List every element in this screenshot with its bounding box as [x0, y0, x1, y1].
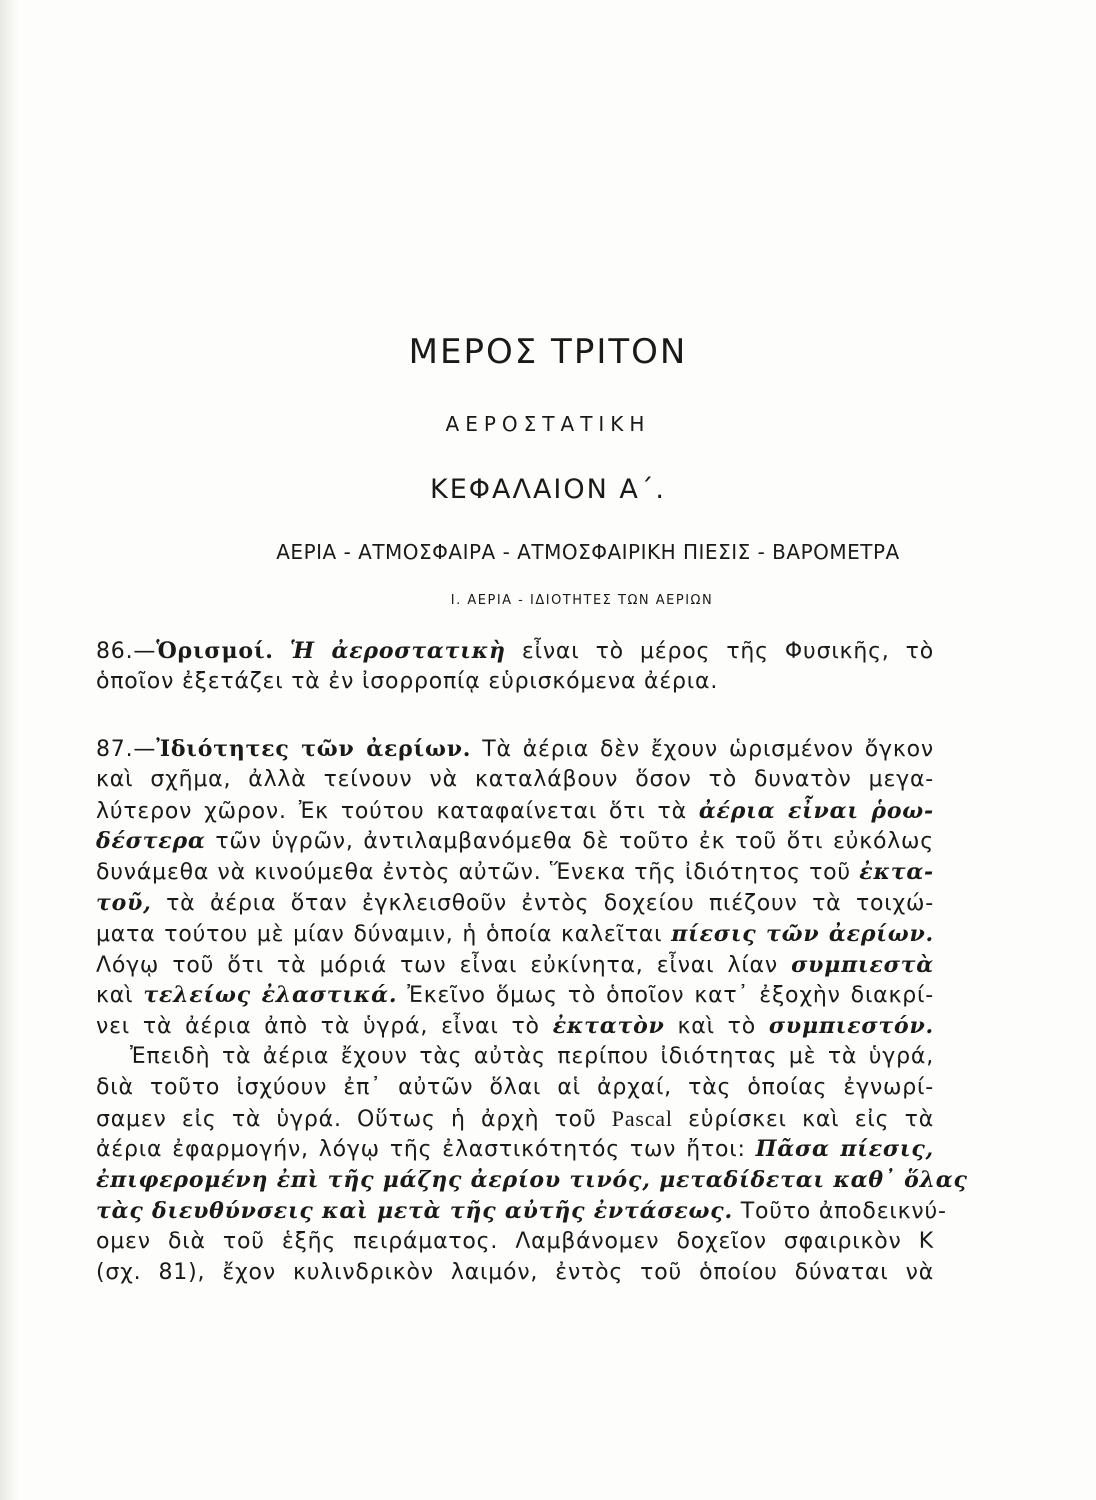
paragraph-heading: Ὁρισμοί. — [156, 638, 274, 664]
section-title: ΑΕΡΟΣΤΑΤΙΚΗ — [445, 412, 651, 436]
paragraph-87 — [96, 734, 968, 1288]
text-line: 86.—Ὁρισμοί. Ἡ ἀεροστατικὴ εἶναι τὸ μέρος τῆς Φυσικῆς, τὸ — [96, 638, 934, 664]
paragraph-86 — [96, 636, 934, 698]
text-line: δυνάμεθα νὰ κινούμεθα ἐντὸς αὐτῶν. Ἕνεκα τῆς ἰδιότητος τοῦ ἐκτα- — [96, 859, 934, 886]
text-line: σαμεν εἰς τὰ ὑγρά. Οὕτως ἡ ἀρχὴ τοῦ Pascal εὑρίσκει καὶ εἰς τὰ — [96, 1105, 934, 1132]
text-line: καὶ τελείως ἐλαστικά. Ἐκεῖνο ὅμως τὸ ὁποῖον κατ᾿ ἐξοχὴν διακρί- — [96, 982, 935, 1009]
text-line: ομεν διὰ τοῦ ἑξῆς πειράματος. Λαμβάνομεν δοχεῖον σφαιρικὸν Κ — [96, 1228, 934, 1254]
text-line: ματα τούτου μὲ μίαν δύναμιν, ἡ ὁποία καλεῖται πίεσις τῶν ἀερίων. — [96, 920, 934, 947]
chapter-subtitle: ΑΕΡΙΑ - ΑΤΜΟΣΦΑΙΡΑ - ΑΤΜΟΣΦΑΙΡΙΚΗ ΠΙΕΣΙΣ - ΒΑΡΟΜΕΤΡΑ — [276, 540, 900, 564]
text-line: δέστερα τῶν ὑγρῶν, ἀντιλαμβανόμεθα δὲ τοῦτο ἐκ τοῦ ὅτι εὐκόλως — [96, 828, 934, 855]
text-line: 87.—Ἰδιότητες τῶν ἀερίων. Τὰ ἀέρια δὲν ἔχουν ὡρισμένον ὄγκον — [96, 736, 934, 762]
text-line: τοῦ, τὰ ἀέρια ὅταν ἐγκλεισθοῦν ἐντὸς δοχείου πιέζουν τὰ τοιχώ- — [96, 889, 934, 916]
text-line: τὰς διευθύνσεις καὶ μετὰ τῆς αὐτῆς ἐντάσεως. Τοῦτο ἀποδεικνύ- — [96, 1197, 947, 1224]
text-line: ὁποῖον ἐξετάζει τὰ ἐν ἰσορροπίᾳ εὑρισκόμενα ἀέρια. — [96, 668, 719, 694]
text-line: καὶ σχῆμα, ἀλλὰ τείνουν νὰ καταλάβουν ὅσον τὸ δυνατὸν μεγα- — [96, 766, 934, 792]
emphasized-term: Ἡ ἀεροστατικὴ — [289, 638, 506, 664]
part-title: ΜΕΡΟΣ ΤΡΙΤΟΝ — [408, 332, 688, 372]
text-line: ἀέρια ἐφαρμογήν, λόγῳ τῆς ἐλαστικότητός των ἤτοι: Πᾶσα πίεσις, — [96, 1136, 934, 1163]
chapter-title: ΚΕΦΑΛΑΙΟΝ Α΄. — [430, 474, 666, 505]
subsection-title: Ι. ΑΕΡΙΑ - ΙΔΙΟΤΗΤΕΣ ΤΩΝ ΑΕΡΙΩΝ — [450, 593, 714, 608]
text-line: νει τὰ ἀέρια ἀπὸ τὰ ὑγρά, εἶναι τὸ ἐκτατὸν καὶ τὸ συμπιεστόν. — [96, 1013, 934, 1040]
text-line: διὰ τοῦτο ἰσχύουν ἐπ᾿ αὐτῶν ὅλαι αἱ ἀρχαί, τὰς ὁποίας ἐγνωρί- — [96, 1074, 934, 1100]
text-line: Ἐπειδὴ τὰ ἀέρια ἔχουν τὰς αὐτὰς περίπου ἰδιότητας μὲ τὰ ὑγρά, — [130, 1043, 934, 1069]
text-line: (σχ. 81), ἔχον κυλινδρικὸν λαιμόν, ἐντὸς τοῦ ὁποίου δύναται νὰ — [96, 1259, 934, 1285]
text-line: ἐπιφερομένη ἐπὶ τῆς μάζης ἀερίου τινός, μεταδίδεται καθ᾿ ὅλας — [96, 1167, 968, 1194]
text-line: Λόγῳ τοῦ ὅτι τὰ μόριά των εἶναι εὐκίνητα, εἶναι λίαν συμπιεστὰ — [96, 951, 934, 978]
text-line: λύτερον χῶρον. Ἐκ τούτου καταφαίνεται ὅτι τὰ ἀέρια εἶναι ῥοω- — [96, 797, 934, 824]
paragraph-heading: Ἰδιότητες τῶν ἀερίων. — [156, 736, 472, 762]
